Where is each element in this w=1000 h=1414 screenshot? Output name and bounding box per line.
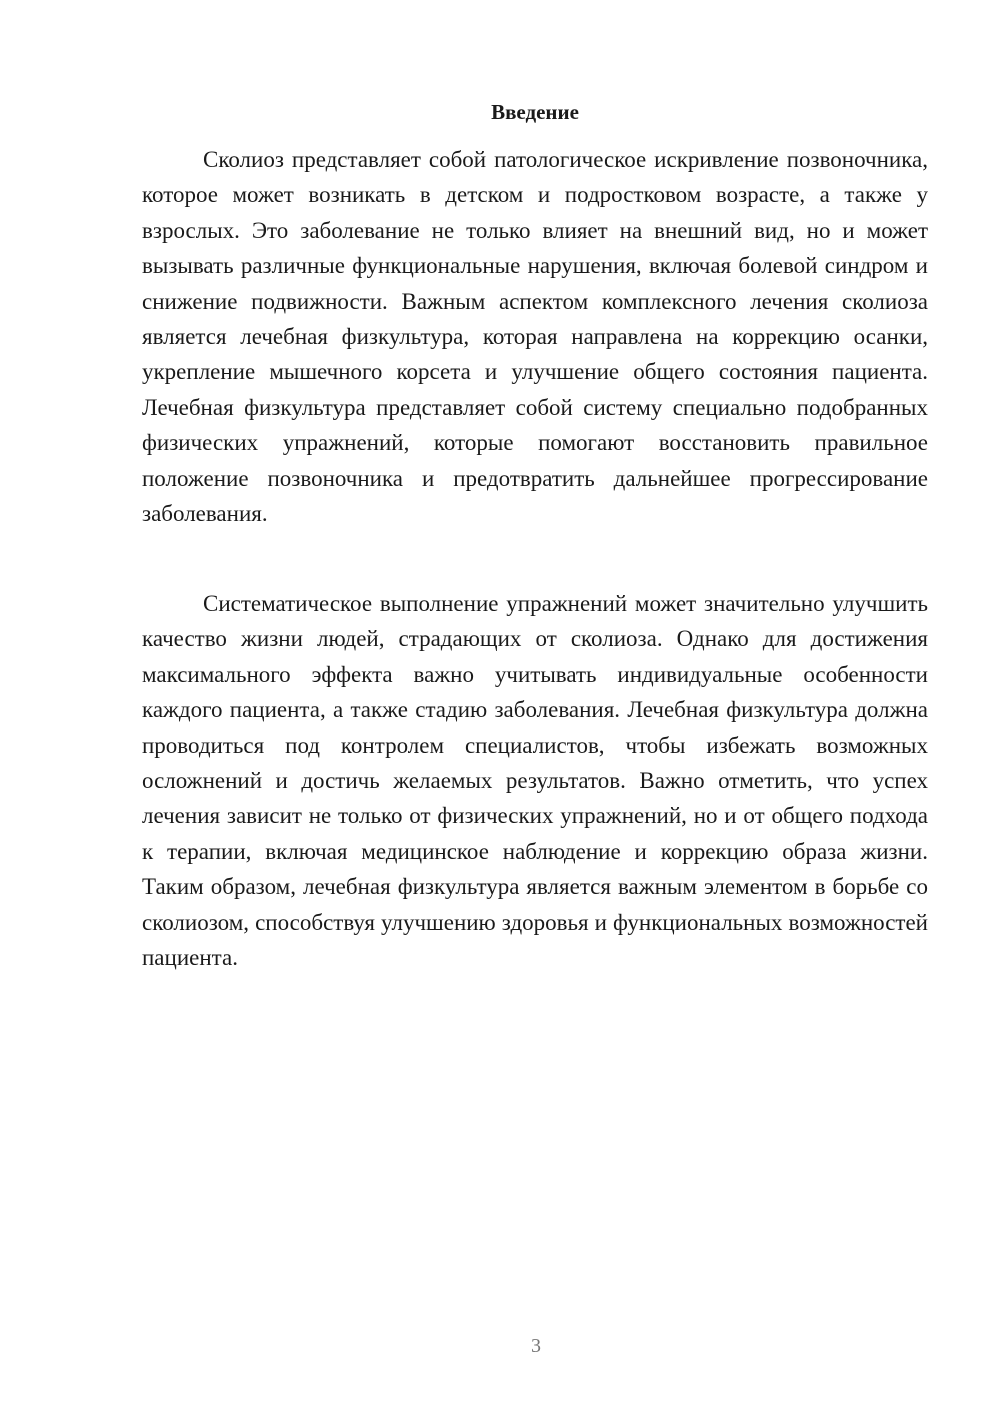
page-number: 3 bbox=[531, 1335, 541, 1357]
section-heading: Введение bbox=[491, 100, 579, 124]
paragraph-1: Сколиоз представляет собой патологическое искривление позвоночника, которое может возникать в детском и подростковом возрасте, а также у взрослых. Это заболевание не только влияет на внешний вид, но и может вызывать различные функциональные нарушения, включая болевой синдром и снижение подвижности. Важным аспектом комплексного лечения сколиоза является лечебная физкультура, которая направлена на коррекцию осанки, укрепление мышечного корсета и улучшение общего состояния пациента. Лечебная физкультура представляет собой систему специально подобранных физических упражнений, которые помогают восстановить правильное положение позвоночника и предотвратить дальнейшее прогрессирование заболевания. bbox=[142, 147, 928, 527]
paragraph-2: Систематическое выполнение упражнений может значительно улучшить качество жизни людей, страдающих от сколиоза. Однако для достижения максимального эффекта важно учитывать индивидуальные особенности каждого пациента, а также стадию заболевания. Лечебная физкультура должна проводиться под контролем специалистов, чтобы избежать возможных осложнений и достичь желаемых результатов. Важно отметить, что успех лечения зависит не только от физических упражнений, но и от общего подхода к терапии, включая медицинское наблюдение и коррекцию образа жизни. Таким образом, лечебная физкультура является важным элементом в борьбе со сколиозом, способствуя улучшению здоровья и функциональных возможностей пациента. bbox=[142, 591, 928, 971]
